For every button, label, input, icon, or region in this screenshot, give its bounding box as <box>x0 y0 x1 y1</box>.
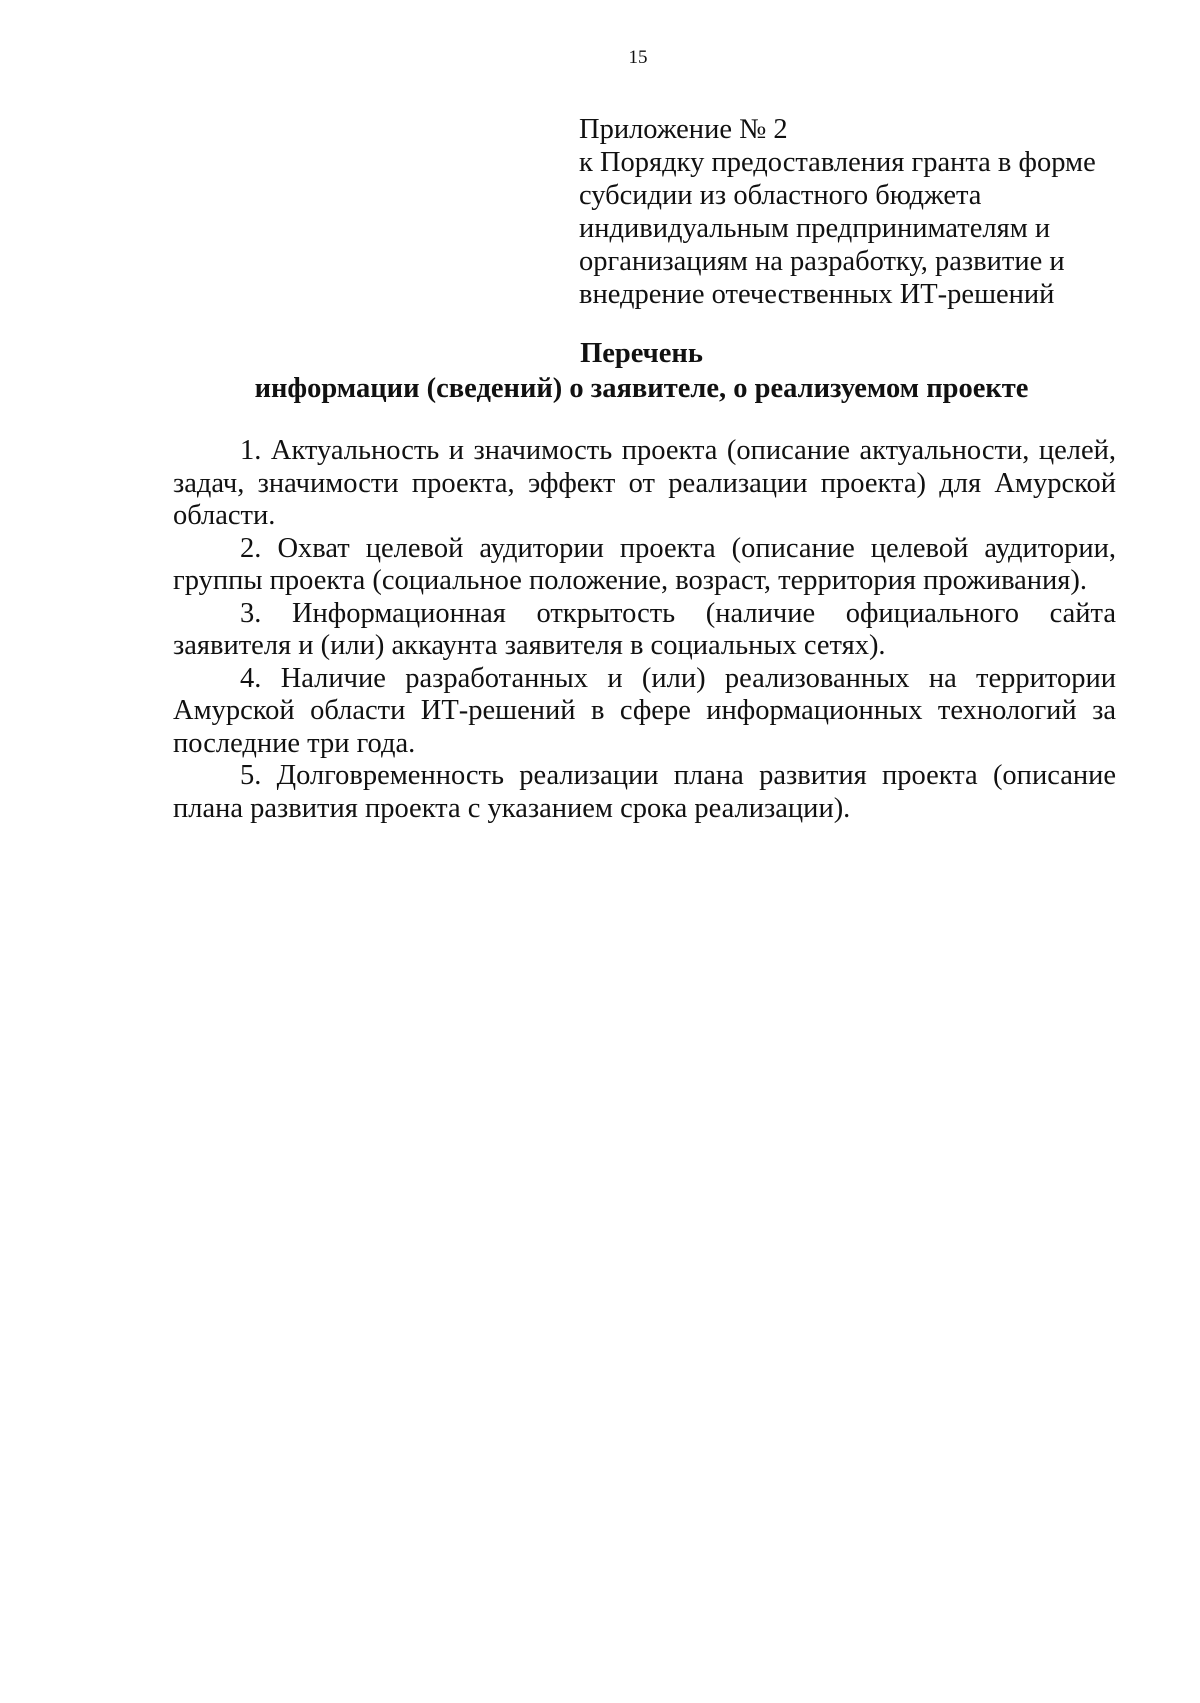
title-line-1: Перечень <box>580 338 703 369</box>
appendix-line: организациям на разработку, развитие и <box>579 246 1065 277</box>
items-list <box>173 435 1116 825</box>
appendix-line: внедрение отечественных ИТ-решений <box>579 279 1055 310</box>
list-item: 4. Наличие разработанных и (или) реализованных на территории Амурской области ИТ-решений в сфере информационных технологий за последние три года. <box>173 662 1116 759</box>
appendix-line: Приложение № 2 <box>579 114 788 145</box>
page-number: 15 <box>628 47 648 68</box>
list-item: 1. Актуальность и значимость проекта (описание актуальности, целей, задач, значимости проекта, эффект от реализации проекта) для Амурской области. <box>173 435 1116 531</box>
appendix-line: субсидии из областного бюджета <box>579 180 982 211</box>
document-title <box>170 336 1113 406</box>
list-item: 2. Охват целевой аудитории проекта (описание целевой аудитории, группы проекта (социальное положение, возраст, территория проживания). <box>173 532 1116 596</box>
appendix-header <box>579 113 1119 311</box>
appendix-line: индивидуальным предпринимателям и <box>579 213 1051 244</box>
list-item: 5. Долговременность реализации плана развития проекта (описание плана развития проекта с указанием срока реализации). <box>173 760 1116 824</box>
title-line-2: информации (сведений) о заявителе, о реализуемом проекте <box>254 373 1029 404</box>
appendix-line: к Порядку предоставления гранта в форме <box>579 147 1096 178</box>
list-item: 3. Информационная открытость (наличие официального сайта заявителя и (или) аккаунта заявителя в социальных сетях). <box>173 597 1116 661</box>
